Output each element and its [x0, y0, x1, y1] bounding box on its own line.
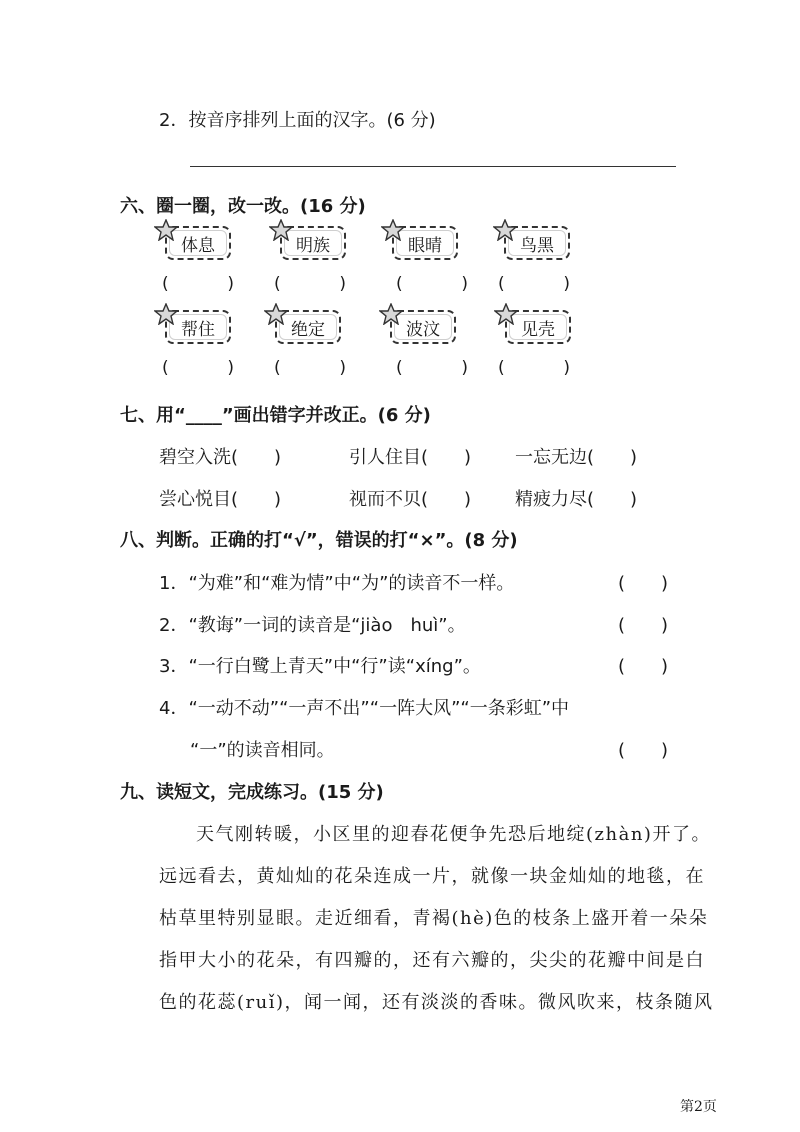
idiom-item[interactable]: 碧空入洗( ) [159, 447, 282, 468]
star-icon [269, 219, 293, 241]
page-number: 第2页 [680, 1099, 717, 1115]
word-box [275, 310, 341, 344]
judge-item: 4．“一动不动”“一声不出”“一阵大风”“一条彩虹”中 [159, 698, 570, 719]
word-box [392, 226, 458, 260]
star-icon [154, 219, 178, 241]
star-icon [264, 303, 288, 325]
answer-paren[interactable]: ( ) [396, 274, 468, 294]
passage-line: 色的花蕊(ruǐ)，闻一闻，还有淡淡的香味。微风吹来，枝条随风 [159, 992, 714, 1013]
word-text: 眼晴 [408, 235, 442, 256]
word-text: 波汶 [406, 319, 440, 340]
answer-paren[interactable]: ( ) [396, 358, 468, 378]
star-icon [494, 303, 518, 325]
word-box [390, 310, 456, 344]
section-7-title: 七、用“____”画出错字并改正。(6 分) [120, 405, 431, 426]
judge-item: 1．“为难”和“难为情”中“为”的读音不一样。 [159, 573, 515, 594]
answer-paren[interactable]: ( ) [162, 358, 234, 378]
passage-line: 天气刚转暖，小区里的迎春花便争先恐后地绽(zhàn)开了。 [196, 824, 711, 845]
word-box [165, 310, 231, 344]
passage-line: 枯草里特别显眼。走近细看，青褐(hè)色的枝条上盛开着一朵朵 [159, 908, 709, 929]
star-icon [381, 219, 405, 241]
section-6-title: 六、圈一圈，改一改。(16 分) [120, 196, 366, 217]
idiom-item[interactable]: 一忘无边( ) [515, 447, 638, 468]
section-9-title: 九、读短文，完成练习。(15 分) [120, 782, 384, 803]
word-text: 绝定 [291, 319, 325, 340]
word-box [165, 226, 231, 260]
idiom-item[interactable]: 精疲力尽( ) [515, 489, 638, 510]
passage-line: 指甲大小的花朵，有四瓣的，还有六瓣的，尖尖的花瓣中间是白 [159, 950, 705, 971]
question-2: 2．按音序排列上面的汉字。(6 分) [159, 110, 436, 131]
judge-item-continued: “一”的读音相同。 [190, 740, 335, 761]
judge-blank[interactable]: ( ) [618, 656, 669, 677]
word-text: 明族 [296, 235, 330, 256]
passage-line: 远远看去，黄灿灿的花朵连成一片，就像一块金灿灿的地毯，在 [159, 866, 705, 887]
answer-line[interactable] [190, 166, 676, 167]
judge-item: 2．“教诲”一词的读音是“jiào huì”。 [159, 615, 466, 636]
idiom-item[interactable]: 尝心悦目( ) [159, 489, 282, 510]
star-icon [493, 219, 517, 241]
idiom-item[interactable]: 引人住目( ) [349, 447, 472, 468]
answer-paren[interactable]: ( ) [498, 274, 570, 294]
answer-paren[interactable]: ( ) [498, 358, 570, 378]
star-icon [379, 303, 403, 325]
answer-paren[interactable]: ( ) [162, 274, 234, 294]
idiom-item[interactable]: 视而不贝( ) [349, 489, 472, 510]
section-8-title: 八、判断。正确的打“√”，错误的打“×”。(8 分) [120, 530, 518, 551]
word-text: 见壳 [521, 319, 555, 340]
answer-paren[interactable]: ( ) [274, 358, 346, 378]
judge-blank[interactable]: ( ) [618, 615, 669, 636]
answer-paren[interactable]: ( ) [274, 274, 346, 294]
judge-blank[interactable]: ( ) [618, 573, 669, 594]
word-text: 体息 [181, 235, 215, 256]
word-box [504, 226, 570, 260]
word-text: 鸟黑 [520, 235, 554, 256]
word-text: 帮住 [181, 319, 215, 340]
word-box [280, 226, 346, 260]
star-icon [154, 303, 178, 325]
judge-item: 3．“一行白鹭上青天”中“行”读“xíng”。 [159, 656, 481, 677]
judge-blank[interactable]: ( ) [618, 740, 669, 761]
word-box [505, 310, 571, 344]
